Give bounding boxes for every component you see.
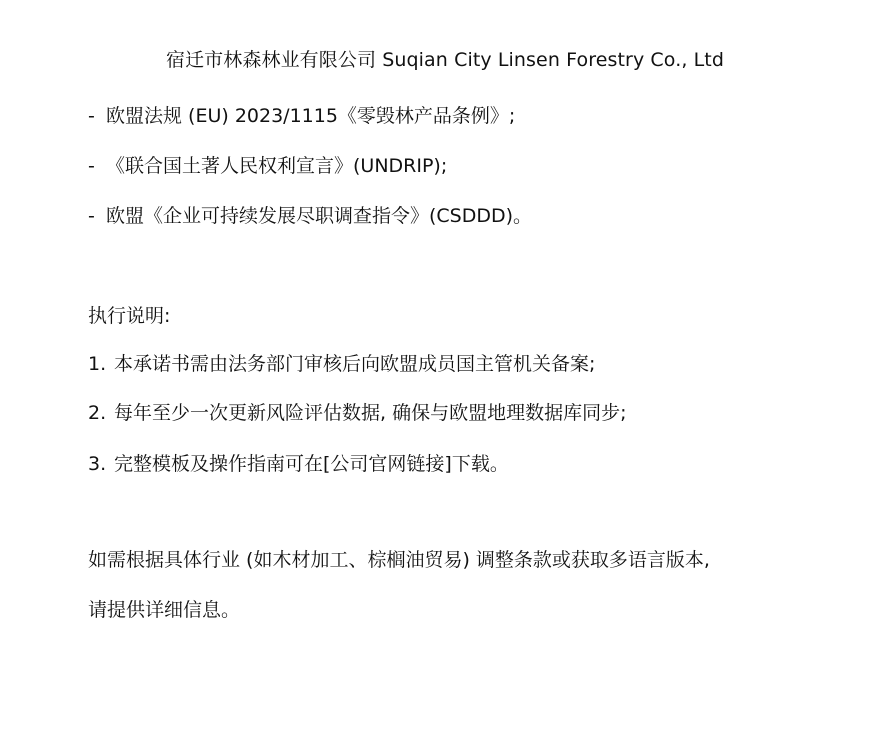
company-header: 宿迁市林森林业有限公司 Suqian City Linsen Forestry Co., Ltd [165, 49, 725, 71]
instruction-text: 完整模板及操作指南可在[公司官网链接]下载。 [114, 453, 509, 475]
instructions-heading: 执行说明: [88, 305, 171, 327]
instruction-number: 3. [88, 453, 107, 475]
list-dash: - [88, 205, 95, 227]
instruction-number: 1. [88, 353, 107, 375]
regulation-text: 欧盟《企业可持续发展尽职调查指令》(CSDDD)。 [106, 205, 533, 227]
regulation-text: 《联合国土著人民权利宣言》(UNDRIP); [106, 155, 448, 177]
list-dash: - [88, 155, 95, 177]
instruction-number: 2. [88, 402, 107, 424]
instruction-item [88, 450, 509, 478]
regulation-item [88, 202, 532, 230]
instruction-text: 每年至少一次更新风险评估数据, 确保与欧盟地理数据库同步; [114, 402, 627, 424]
closing-line-2: 请提供详细信息。 [88, 599, 241, 621]
instruction-item [88, 350, 595, 378]
closing-line-1: 如需根据具体行业 (如木材加工、棕榈油贸易) 调整条款或获取多语言版本, [88, 549, 710, 571]
instruction-text: 本承诺书需由法务部门审核后向欧盟成员国主管机关备案; [114, 353, 596, 375]
regulation-text: 欧盟法规 (EU) 2023/1115《零毁林产品条例》; [106, 105, 516, 127]
instruction-item [88, 399, 626, 427]
regulation-item [88, 102, 515, 130]
regulation-item [88, 152, 447, 180]
list-dash: - [88, 105, 95, 127]
